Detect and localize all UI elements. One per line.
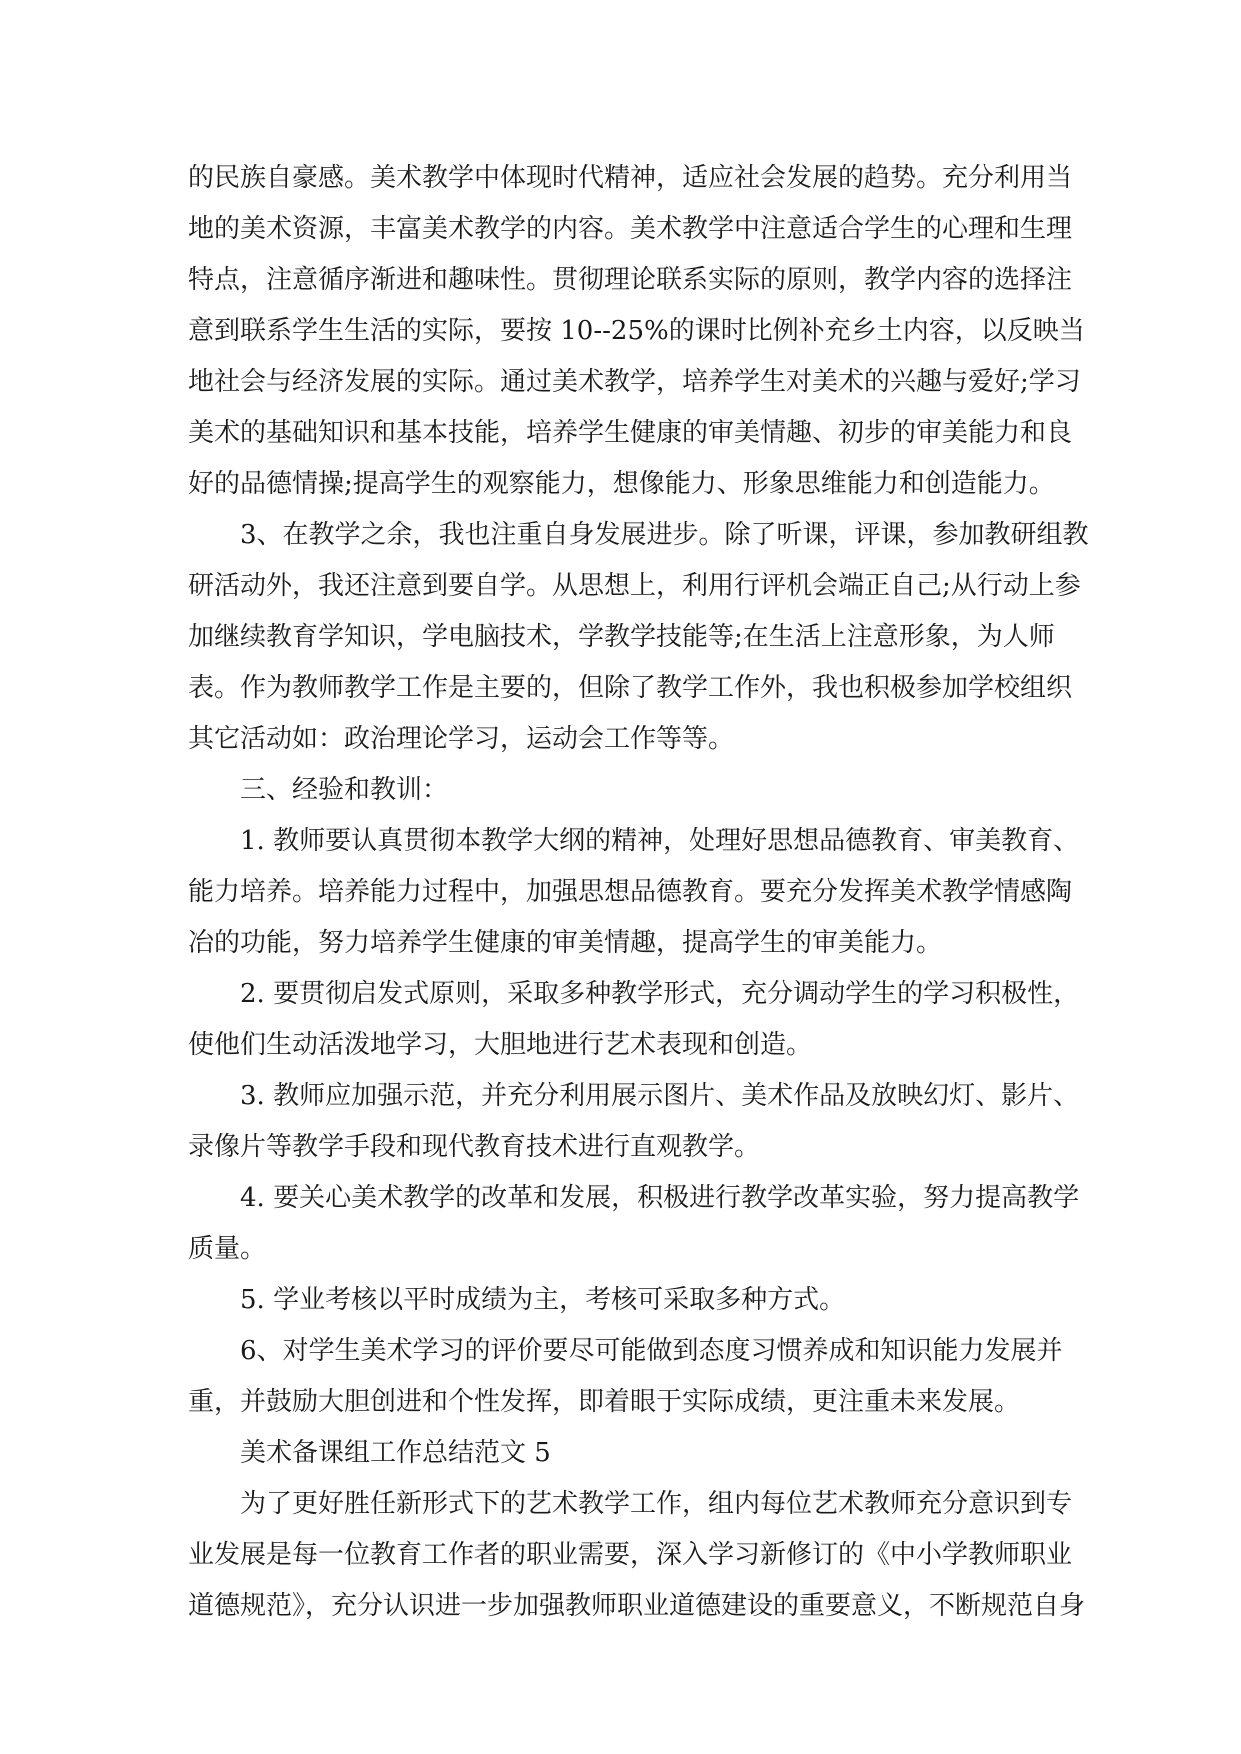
text-line: 录像片等教学手段和现代教育技术进行直观教学。 xyxy=(188,1132,761,1162)
text-line: 业发展是每一位教育工作者的职业需要，深入学习新修订的《中小学教师职业 xyxy=(188,1540,1073,1570)
text-line: 美术备课组工作总结范文 5 xyxy=(240,1438,551,1468)
text-line: 地社会与经济发展的实际。通过美术教学，培养学生对美术的兴趣与爱好;学习 xyxy=(188,367,1081,397)
text-line: 特点，注意循序渐进和趣味性。贯彻理论联系实际的原则，教学内容的选择注 xyxy=(188,265,1073,295)
text-line: 三、经验和教训： xyxy=(240,775,449,805)
text-line: 6、对学生美术学习的评价要尽可能做到态度习惯养成和知识能力发展并 xyxy=(240,1336,1063,1366)
text-line: 冶的功能，努力培养学生健康的审美情趣，提高学生的审美能力。 xyxy=(188,928,943,958)
text-line: 3、在教学之余，我也注重自身发展进步。除了听课，评课，参加教研组教 xyxy=(240,520,1089,550)
text-line: 研活动外，我还注意到要自学。从思想上，利用行评机会端正自己;从行动上参 xyxy=(188,571,1081,601)
document-body xyxy=(188,153,1089,1632)
text-line: 好的品德情操;提高学生的观察能力，想像能力、形象思维能力和创造能力。 xyxy=(188,469,1055,499)
text-line: 其它活动如：政治理论学习，运动会工作等等。 xyxy=(188,724,735,754)
text-line: 为了更好胜任新形式下的艺术教学工作，组内每位艺术教师充分意识到专 xyxy=(240,1489,1073,1519)
text-line: 加继续教育学知识，学电脑技术，学教学技能等;在生活上注意形象，为人师 xyxy=(188,622,1055,652)
text-line: 1. 教师要认真贯彻本教学大纲的精神，处理好思想品德教育、审美教育、 xyxy=(240,826,1080,856)
text-line: 表。作为教师教学工作是主要的，但除了教学工作外，我也积极参加学校组织 xyxy=(188,673,1073,703)
text-line: 3. 教师应加强示范，并充分利用展示图片、美术作品及放映幻灯、影片、 xyxy=(240,1081,1080,1111)
text-line: 2. 要贯彻启发式原则，采取多种教学形式，充分调动学生的学习积极性， xyxy=(240,979,1080,1009)
text-line: 地的美术资源，丰富美术教学的内容。美术教学中注意适合学生的心理和生理 xyxy=(188,214,1073,244)
text-line: 能力培养。培养能力过程中，加强思想品德教育。要充分发挥美术教学情感陶 xyxy=(188,877,1073,907)
text-line: 使他们生动活泼地学习，大胆地进行艺术表现和创造。 xyxy=(188,1030,813,1060)
text-line: 重，并鼓励大胆创进和个性发挥，即着眼于实际成绩，更注重未来发展。 xyxy=(188,1387,1021,1417)
text-line: 质量。 xyxy=(188,1234,267,1264)
text-line: 道德规范》，充分认识进一步加强教师职业道德建设的重要意义，不断规范自身 xyxy=(188,1591,1086,1621)
text-line: 意到联系学生生活的实际，要按 10--25%的课时比例补充乡土内容，以反映当 xyxy=(188,316,1085,346)
text-line: 的民族自豪感。美术教学中体现时代精神，适应社会发展的趋势。充分利用当 xyxy=(188,163,1073,193)
text-line: 5. 学业考核以平时成绩为主，考核可采取多种方式。 xyxy=(240,1285,846,1315)
text-line: 4. 要关心美术教学的改革和发展，积极进行教学改革实验，努力提高教学 xyxy=(240,1183,1080,1213)
text-line: 美术的基础知识和基本技能，培养学生健康的审美情趣、初步的审美能力和良 xyxy=(188,418,1073,448)
